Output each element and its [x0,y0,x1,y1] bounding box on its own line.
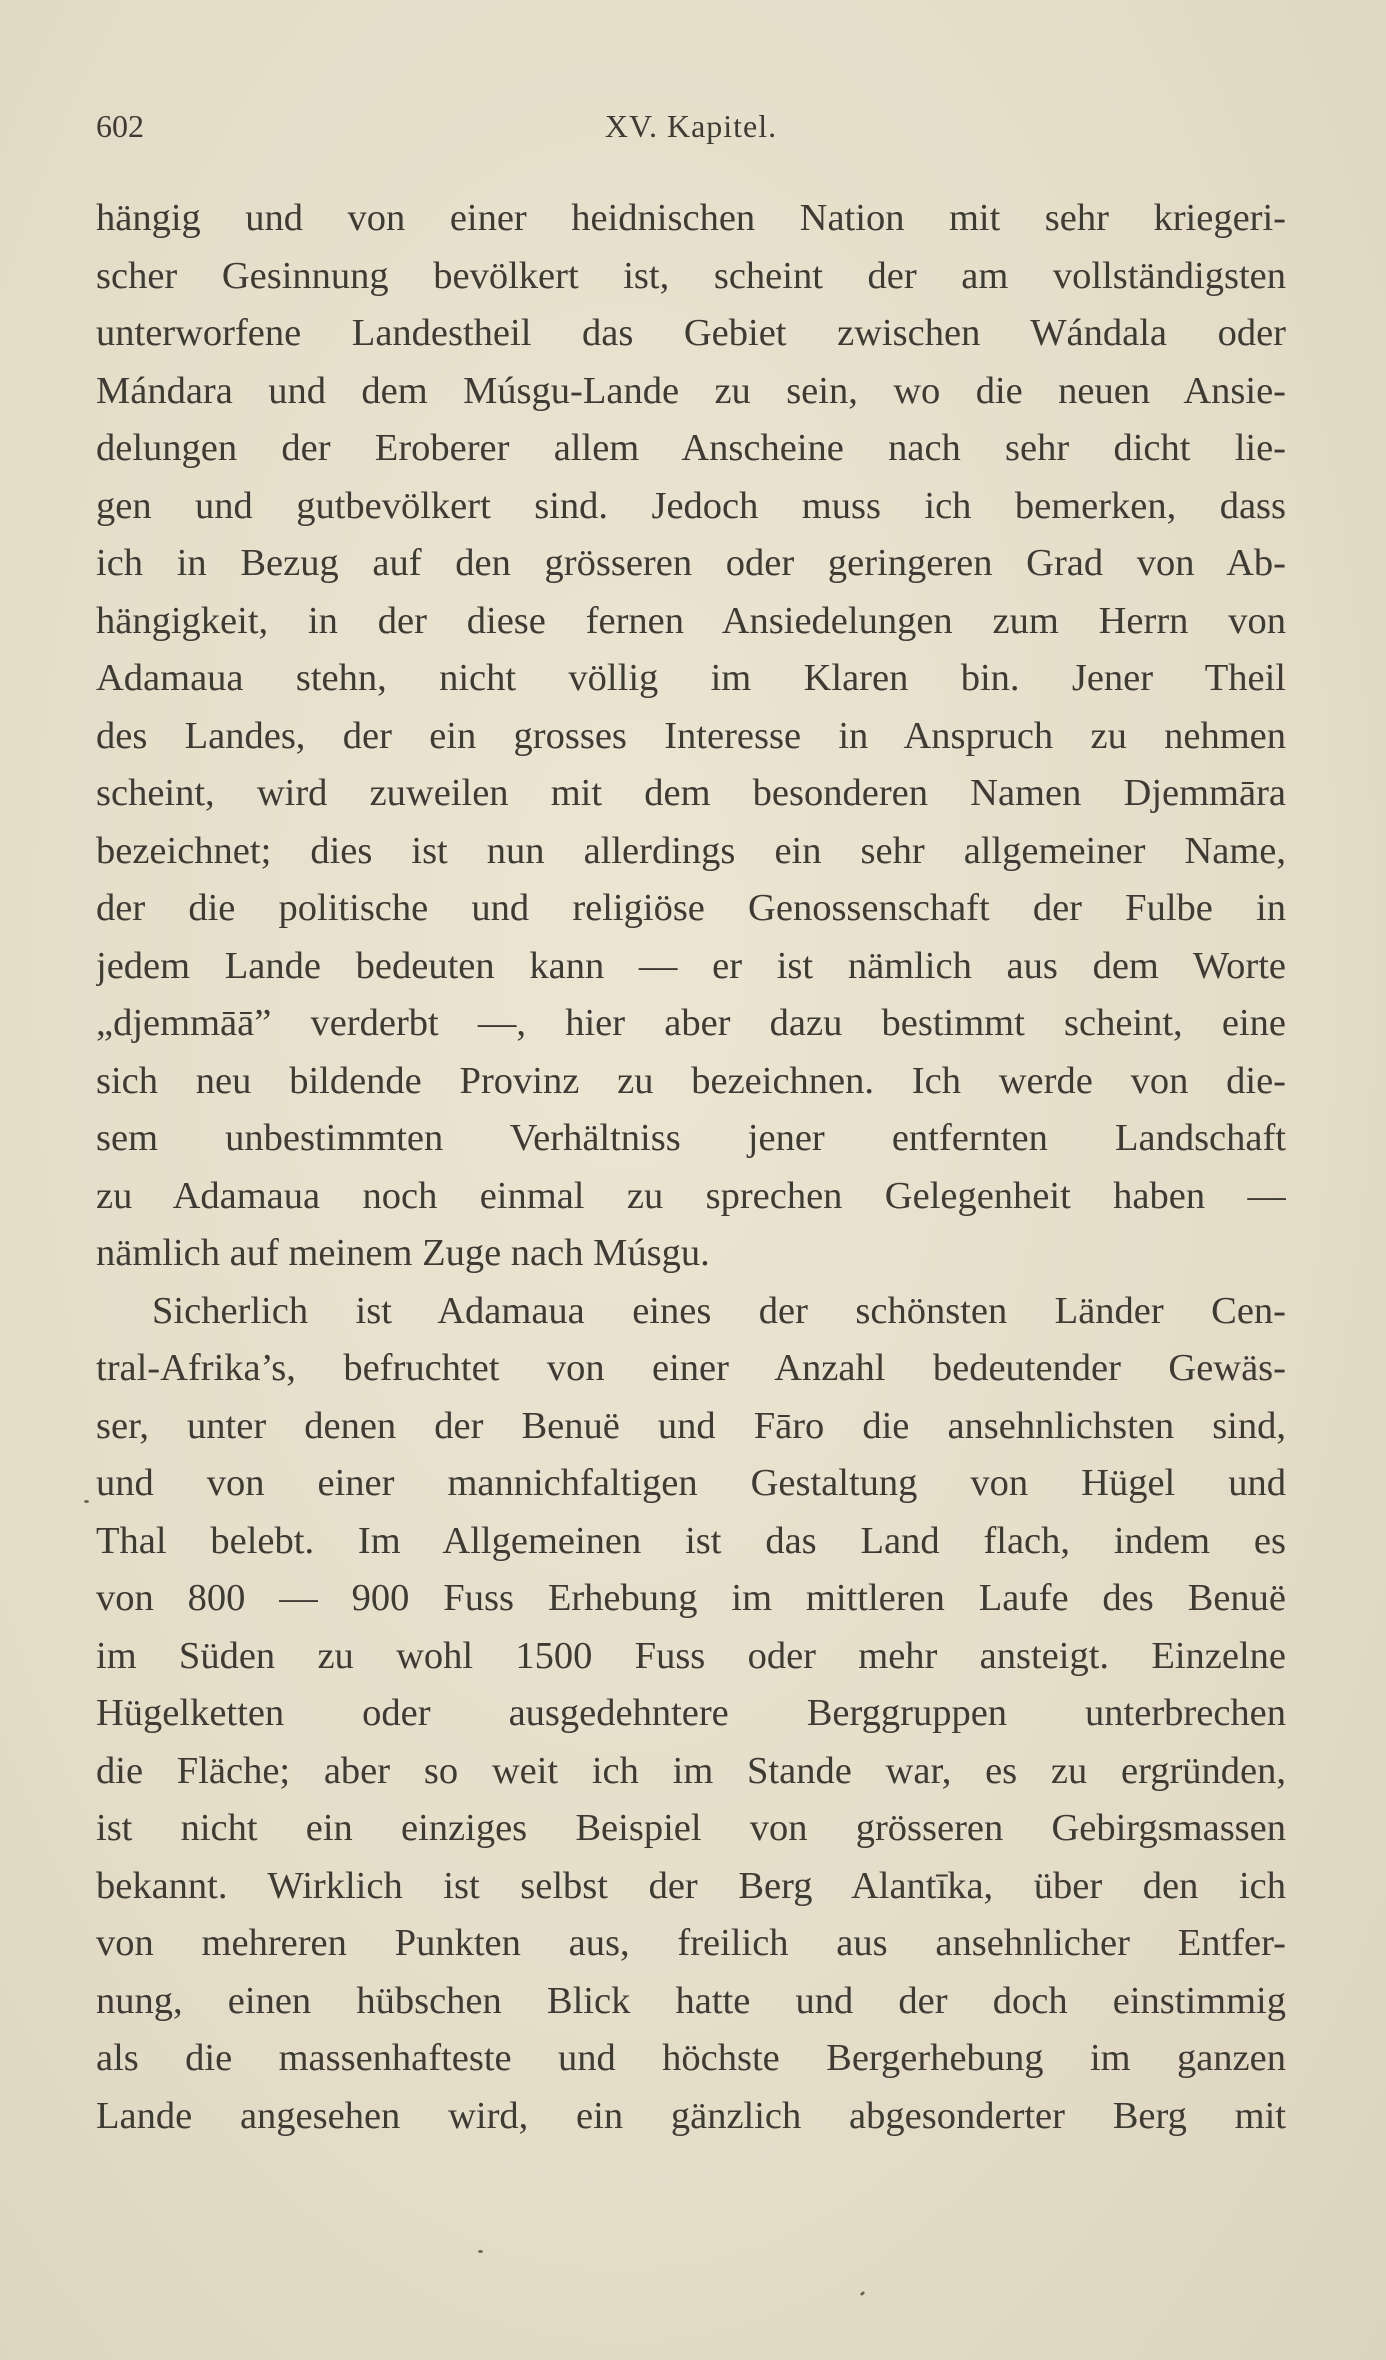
paper-speck [478,2250,483,2253]
text-line: die Fläche; aber so weit ich im Stande war, es zu ergründen, [96,1749,1286,1792]
page-header [96,108,1286,158]
running-head: XV. Kapitel. [604,108,778,144]
text-line: ich in Bezug auf den grösseren oder geringeren Grad von Ab- [96,542,1286,584]
text-line: bekannt. Wirklich ist selbst der Berg Alantīka, über den ich [96,1864,1286,1907]
text-line: als die massenhafteste und höchste Bergerhebung im ganzen [96,2037,1286,2079]
text-line: delungen der Eroberer allem Anscheine nach sehr dicht lie- [96,427,1286,469]
text-line: ser, unter denen der Benuë und Fāro die ansehnlichsten sind, [96,1404,1286,1447]
text-line: hängig und von einer heidnischen Nation mit sehr kriegeri- [96,197,1286,239]
text-line: scheint, wird zuweilen mit dem besonderen Namen Djemmāra [96,772,1286,814]
text-line: „djemmāā” verderbt —, hier aber dazu bestimmt scheint, eine [96,1002,1286,1044]
text-line: jedem Lande bedeuten kann — er ist nämlich aus dem Worte [96,944,1286,987]
text-line: von mehreren Punkten aus, freilich aus ansehnlicher Entfer- [96,1922,1286,1964]
text-line: sem unbestimmten Verhältniss jener entfernten Landschaft [96,1117,1286,1159]
text-line: ist nicht ein einziges Beispiel von grösseren Gebirgsmassen [96,1807,1286,1849]
text-line: und von einer mannichfaltigen Gestaltung von Hügel und [96,1462,1286,1504]
text-line: unterworfene Landestheil das Gebiet zwischen Wándala oder [96,312,1286,354]
text-line: im Süden zu wohl 1500 Fuss oder mehr ansteigt. Einzelne [96,1634,1286,1677]
text-line: sich neu bildende Provinz zu bezeichnen. Ich werde von die- [96,1059,1286,1102]
text-line: bezeichnet; dies ist nun allerdings ein sehr allgemeiner Name, [96,829,1286,872]
text-line: nämlich auf meinem Zuge nach Músgu. [96,1232,710,1274]
text-line: von 800 — 900 Fuss Erhebung im mittleren Laufe des Benuë [96,1577,1286,1619]
text-line: der die politische und religiöse Genossenschaft der Fulbe in [96,887,1286,929]
body-text [96,190,1286,2145]
paper-speck [860,2291,866,2297]
text-line: Sicherlich ist Adamaua eines der schönsten Länder Cen- [152,1289,1286,1332]
text-line: hängigkeit, in der diese fernen Ansiedelungen zum Herrn von [96,599,1286,642]
text-line: des Landes, der ein grosses Interesse in Anspruch zu nehmen [96,714,1286,757]
text-line: tral-Afrika’s, befruchtet von einer Anzahl bedeutender Gewäs- [96,1347,1286,1389]
text-line: Mándara und dem Músgu-Lande zu sein, wo die neuen Ansie- [96,369,1286,412]
text-line: Lande angesehen wird, ein gänzlich abgesonderter Berg mit [96,2094,1286,2137]
text-line: Hügelketten oder ausgedehntere Berggruppen unterbrechen [96,1692,1286,1734]
text-line: nung, einen hübschen Blick hatte und der doch einstimmig [96,1979,1286,2022]
paragraph-1 [96,190,1286,1283]
paragraph-2 [96,1283,1286,2146]
paper-speck [84,1500,89,1503]
text-line: zu Adamaua noch einmal zu sprechen Gelegenheit haben — [96,1174,1286,1217]
page-number: 602 [96,108,144,144]
text-line: Adamaua stehn, nicht völlig im Klaren bin. Jener Theil [96,657,1286,699]
text-line: gen und gutbevölkert sind. Jedoch muss ich bemerken, dass [96,484,1286,527]
text-line: Thal belebt. Im Allgemeinen ist das Land flach, indem es [96,1519,1286,1562]
text-line: scher Gesinnung bevölkert ist, scheint der am vollständigsten [96,254,1286,297]
